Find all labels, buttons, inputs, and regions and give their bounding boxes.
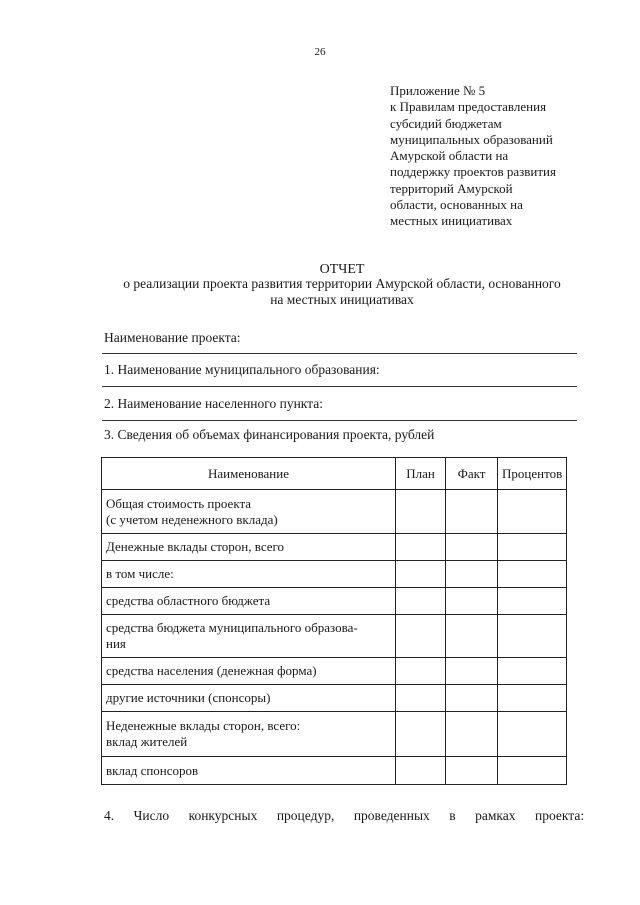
appendix-line: муниципальных образований	[390, 131, 553, 147]
table-row	[102, 615, 567, 658]
plan-cell[interactable]	[396, 490, 446, 534]
row-label-line: вклад жителей	[106, 734, 188, 749]
header-fact: Факт	[446, 458, 498, 490]
row-label-line: средства бюджета муниципального образова-	[106, 620, 358, 635]
appendix-line: поддержку проектов развития	[390, 164, 556, 180]
percent-cell[interactable]	[498, 561, 567, 588]
table-row	[102, 588, 567, 615]
appendix-line: Амурской области на	[390, 148, 509, 164]
plan-cell[interactable]	[396, 658, 446, 685]
table-row	[102, 712, 567, 757]
report-subtitle-line: о реализации проекта развития территории Амурской области, основанного	[123, 276, 561, 291]
row-label: в том числе:	[102, 561, 396, 588]
appendix-line: Приложение № 5	[390, 83, 486, 98]
row-label	[102, 615, 396, 658]
plan-cell[interactable]	[396, 615, 446, 658]
item-word: рамках	[475, 808, 516, 823]
municipality-label: 1. Наименование муниципального образования:	[104, 362, 380, 377]
row-label-line: Общая стоимость проекта	[106, 495, 252, 511]
financing-table	[101, 457, 567, 785]
table-row	[102, 658, 567, 685]
settlement-label: 2. Наименование населенного пункта:	[104, 396, 323, 411]
header-name: Наименование	[102, 458, 396, 490]
appendix-line: местных инициативах	[390, 213, 513, 229]
fact-cell[interactable]	[446, 490, 498, 534]
row-label-line: ния	[106, 636, 126, 651]
item-word: проведенных	[353, 808, 430, 823]
item-word: процедур,	[276, 808, 335, 823]
fact-cell[interactable]	[446, 534, 498, 561]
header-percent: Процентов	[498, 458, 567, 490]
plan-cell[interactable]	[396, 712, 446, 757]
row-label-line: Неденежные вклады сторон, всего:	[106, 718, 301, 733]
table-row	[102, 490, 567, 534]
fact-cell[interactable]	[446, 615, 498, 658]
settlement-line[interactable]	[102, 420, 577, 421]
row-label-line: (с учетом неденежного вклада)	[106, 511, 278, 527]
percent-cell[interactable]	[498, 712, 567, 757]
plan-cell[interactable]	[396, 757, 446, 785]
appendix-note	[390, 83, 600, 230]
percent-cell[interactable]	[498, 588, 567, 615]
row-label	[102, 712, 396, 757]
item-word: проекта:	[535, 808, 585, 823]
row-label: Денежные вклады сторон, всего	[102, 534, 396, 561]
row-label: другие источники (спонсоры)	[102, 685, 396, 712]
project-name-line[interactable]	[102, 353, 577, 354]
plan-cell[interactable]	[396, 685, 446, 712]
plan-cell[interactable]	[396, 534, 446, 561]
page-number: 26	[314, 46, 326, 58]
section-4-line	[104, 808, 584, 824]
item-word: в	[449, 808, 456, 823]
item-word: конкурсных	[188, 808, 258, 823]
row-label: средства областного бюджета	[102, 588, 396, 615]
table-row	[102, 685, 567, 712]
percent-cell[interactable]	[498, 757, 567, 785]
fact-cell[interactable]	[446, 685, 498, 712]
table-row	[102, 561, 567, 588]
row-label	[102, 490, 396, 534]
percent-cell[interactable]	[498, 534, 567, 561]
table-row	[102, 534, 567, 561]
item-number: 4.	[104, 808, 115, 823]
appendix-line: территорий Амурской	[390, 180, 513, 196]
financing-label: 3. Сведения об объемах финансирования проекта, рублей	[104, 427, 435, 442]
fact-cell[interactable]	[446, 658, 498, 685]
appendix-line: субсидий бюджетам	[390, 115, 502, 131]
municipality-line[interactable]	[102, 386, 577, 387]
appendix-line: области, основанных на	[390, 197, 523, 213]
report-title: ОТЧЕТ	[319, 262, 365, 277]
project-name-label: Наименование проекта:	[104, 330, 241, 345]
fact-cell[interactable]	[446, 757, 498, 785]
plan-cell[interactable]	[396, 588, 446, 615]
report-subtitle	[100, 276, 584, 308]
percent-cell[interactable]	[498, 658, 567, 685]
plan-cell[interactable]	[396, 561, 446, 588]
report-subtitle-line: на местных инициативах	[270, 292, 414, 307]
table-header-row	[102, 458, 567, 490]
header-plan: План	[396, 458, 446, 490]
appendix-line: к Правилам предоставления	[390, 99, 547, 115]
table-row	[102, 757, 567, 785]
row-label: средства населения (денежная форма)	[102, 658, 396, 685]
fact-cell[interactable]	[446, 712, 498, 757]
item-word: Число	[133, 808, 170, 823]
fact-cell[interactable]	[446, 588, 498, 615]
fact-cell[interactable]	[446, 561, 498, 588]
row-label: вклад спонсоров	[102, 757, 396, 785]
percent-cell[interactable]	[498, 615, 567, 658]
percent-cell[interactable]	[498, 490, 567, 534]
percent-cell[interactable]	[498, 685, 567, 712]
